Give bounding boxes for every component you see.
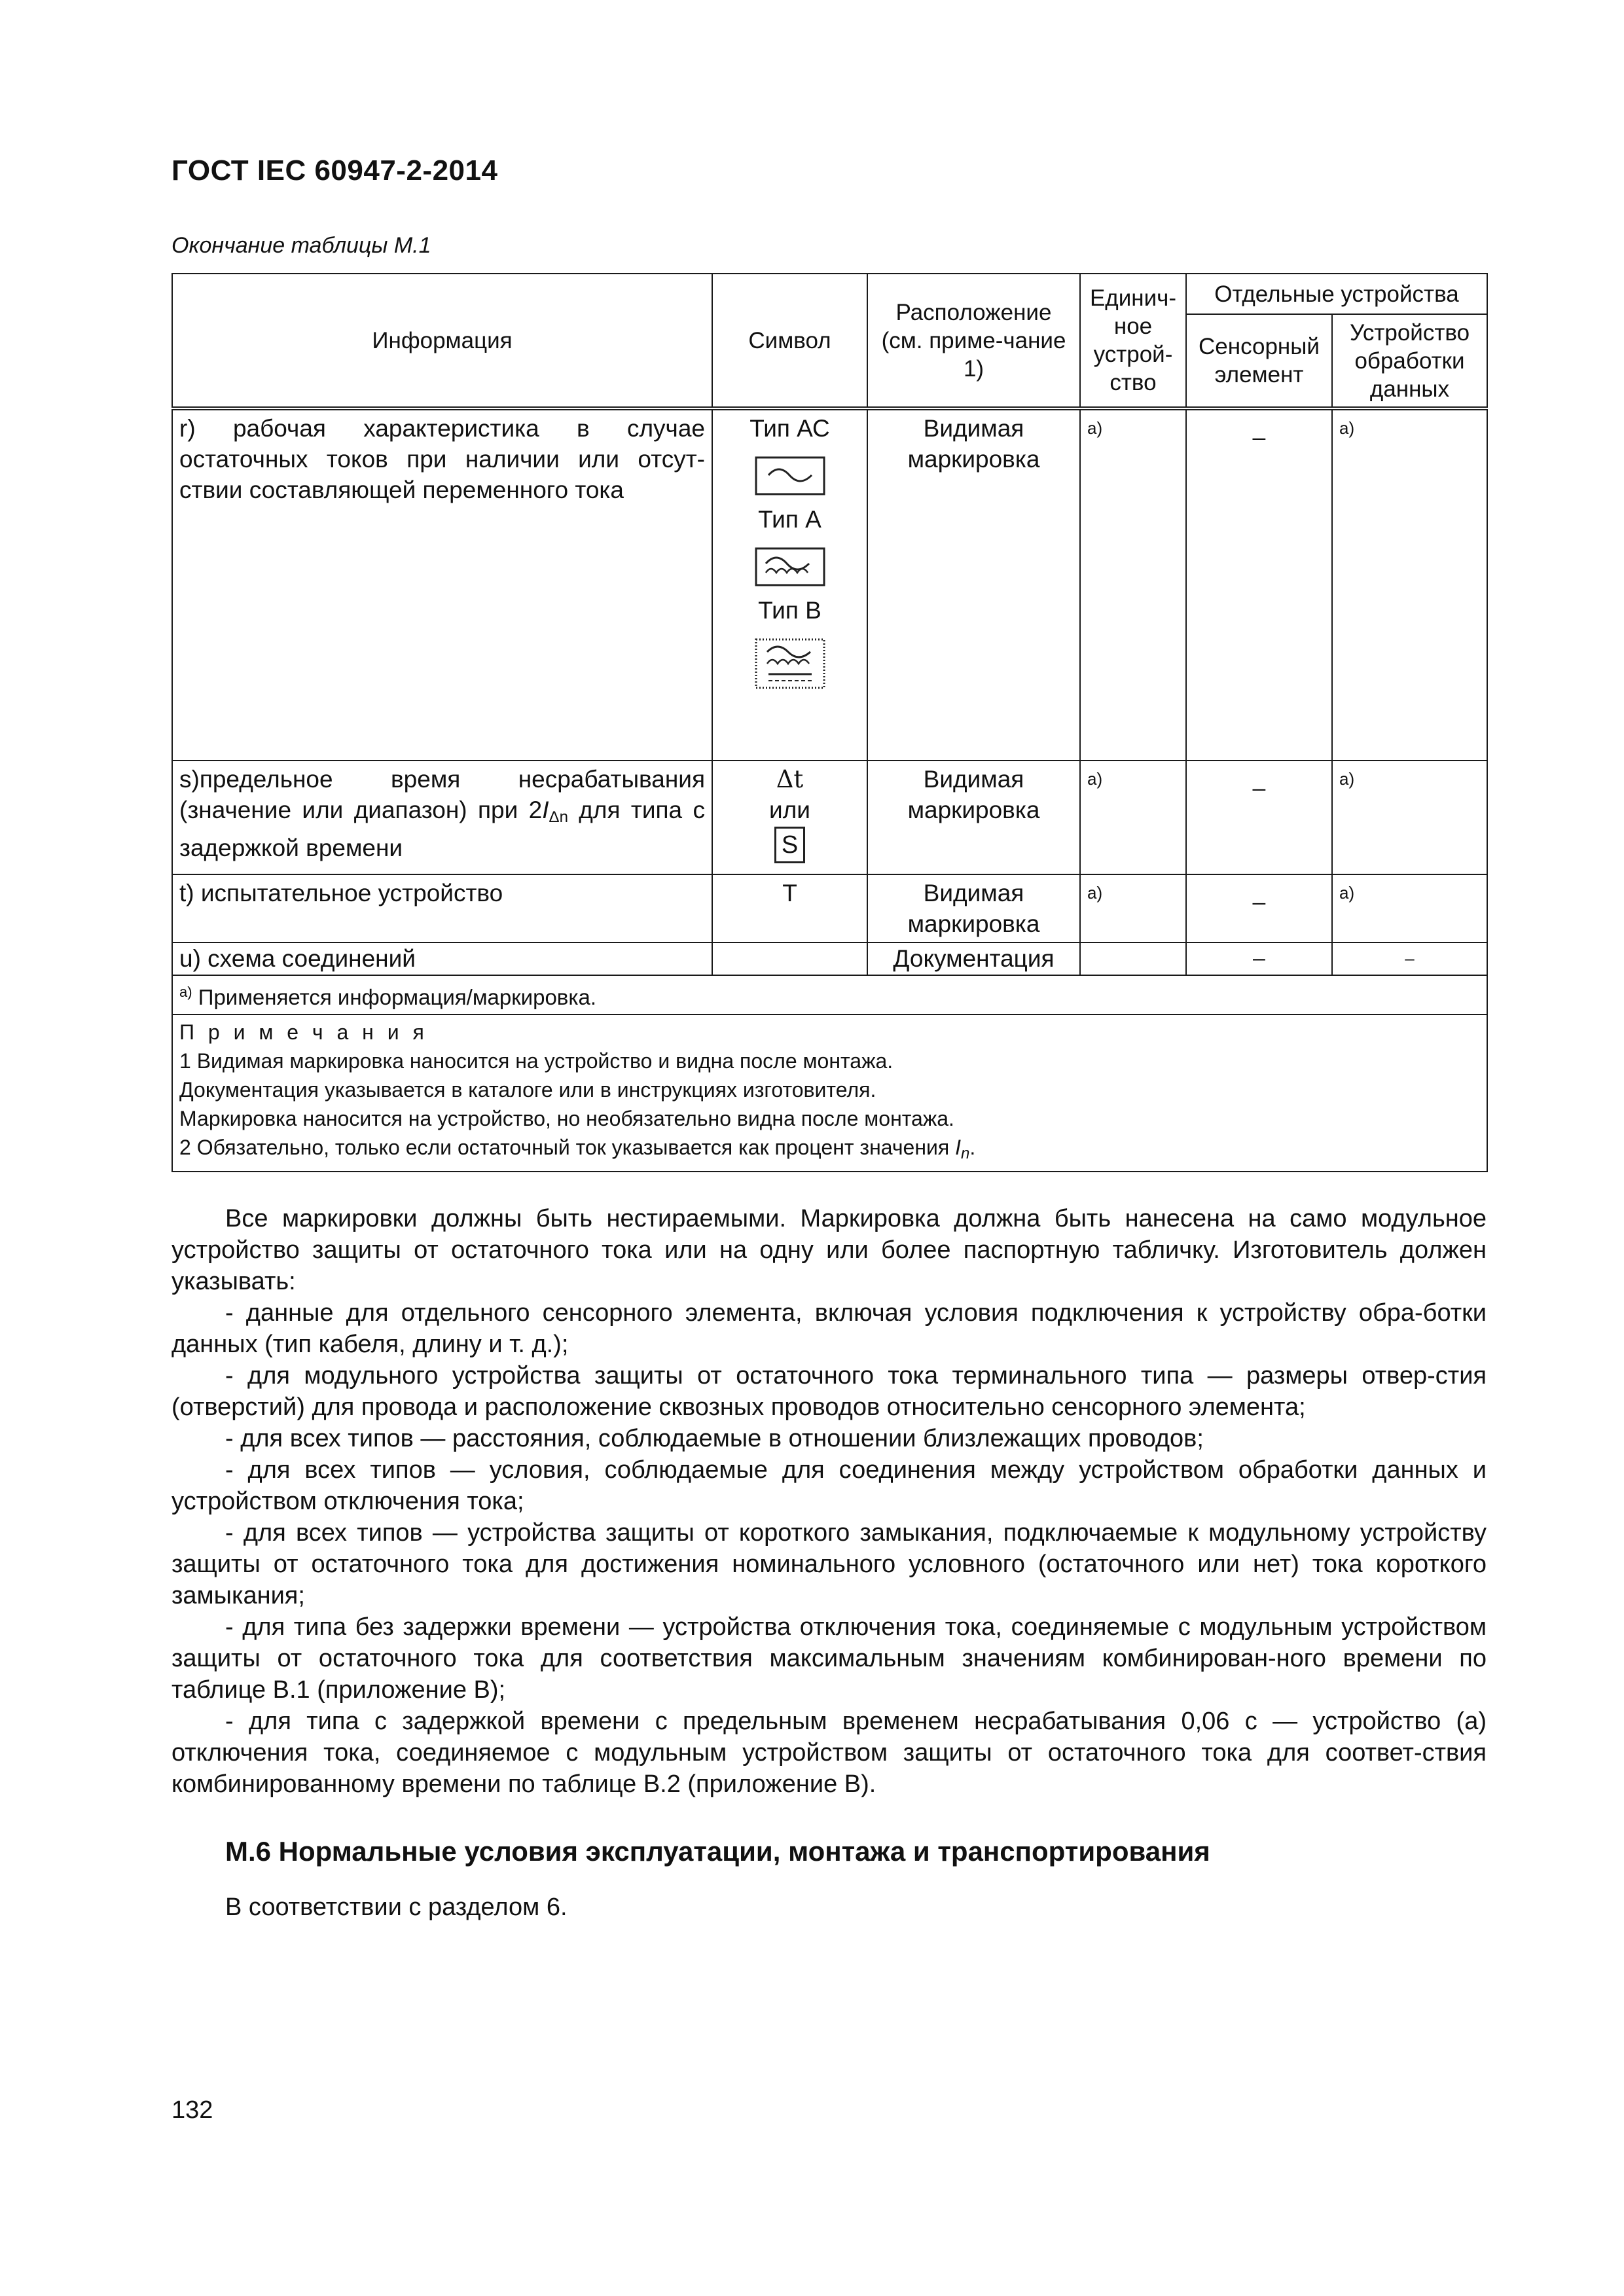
header-symbol: Символ	[712, 274, 867, 408]
row-s-single: а)	[1080, 761, 1186, 874]
note-line: 1 Видимая маркировка наносится на устройство и видна после монтажа.	[179, 1049, 893, 1073]
table-row	[172, 874, 1487, 942]
page-number: 132	[171, 2096, 213, 2124]
header-location: Расположение (см. приме-чание 1)	[867, 274, 1080, 408]
table-row	[172, 942, 1487, 975]
s-box-symbol-icon: S	[774, 827, 805, 863]
section-text: В соответствии с разделом 6.	[225, 1893, 568, 1921]
row-s-symbols	[712, 761, 867, 874]
symbol-or-label: или	[769, 797, 810, 823]
delta-t-symbol: Δt	[776, 765, 804, 793]
body-text	[171, 1203, 1487, 1800]
smooth-dc-symbol-icon	[754, 637, 826, 690]
header-processing-device: Устройство обработки данных	[1332, 314, 1487, 408]
paragraph: - данные для отдельного сенсорного элемента, включая условия подключения к устройству обра-ботки данных (тип кабеля, длину и т. д.);	[171, 1299, 1487, 1358]
row-u-location: Документация	[867, 942, 1080, 975]
row-t-sensor: _	[1186, 874, 1332, 942]
row-r-sensor: _	[1186, 408, 1332, 761]
row-r-info: r) рабочая характеристика в случае остаточных токов при наличии или отсут-ствии составляющей переменного тока	[172, 408, 712, 761]
paragraph: - для всех типов — условия, соблюдаемые для соединения между устройством обработки данных и устройством отключения тока;	[171, 1456, 1487, 1515]
row-s-processor: а)	[1332, 761, 1487, 874]
header-info: Информация	[172, 274, 712, 408]
paragraph: - для модульного устройства защиты от остаточного тока терминального типа — размеры отвер-стия (отверстий) для провода и расположение сквозных проводов относительно сенсорного элемента;	[171, 1362, 1487, 1421]
row-s-sensor: _	[1186, 761, 1332, 874]
table-notes	[172, 1014, 1487, 1172]
table-row	[172, 408, 1487, 761]
row-u-sensor: –	[1186, 942, 1332, 975]
symbol-type-ac-label: Тип АС	[749, 415, 830, 442]
footnote-mark: а)	[179, 984, 192, 1000]
row-r-location: Видимая маркировка	[867, 408, 1080, 761]
marking-table	[171, 273, 1488, 1172]
paragraph: - для типа без задержки времени — устройства отключения тока, соединяемые с модульным устройством защиты от остаточного тока для соответствия максимальным значениям комбинирован-ного времени по таблице В.1 (приложение В);	[171, 1613, 1487, 1704]
table-caption: Окончание таблицы М.1	[171, 233, 431, 258]
paragraph: Все маркировки должны быть нестираемыми. Маркировка должна быть нанесена на само модульное устройство защиты от остаточного тока или на одну или более паспортную табличку. Изготовитель должен указывать:	[171, 1205, 1487, 1295]
note-line: Маркировка наносится на устройство, но необязательно видна после монтажа.	[179, 1107, 954, 1130]
section-title: М.6 Нормальные условия эксплуатации, монтажа и транспортирования	[225, 1836, 1210, 1867]
row-s-info: s)предельное время несрабатывания (значение или диапазон) при $2I_{\Delta n}$ для типа с задержкой времени	[172, 761, 712, 874]
paragraph: - для всех типов — расстояния, соблюдаемые в отношении близлежащих проводов;	[225, 1425, 1204, 1452]
row-u-single	[1080, 942, 1186, 975]
note-line: Документация указывается в каталоге или в инструкциях изготовителя.	[179, 1078, 876, 1102]
header-separate-devices: Отдельные устройства	[1186, 274, 1487, 314]
notes-heading: П р и м е ч а н и я	[179, 1020, 428, 1044]
row-u-info: u) схема соединений	[172, 942, 712, 975]
pulsating-dc-symbol-icon	[754, 547, 826, 588]
row-r-single: а)	[1080, 408, 1186, 761]
row-t-symbol: Т	[712, 874, 867, 942]
row-r-symbols	[712, 408, 867, 761]
footnote-text: Применяется информация/маркировка.	[198, 985, 597, 1009]
symbol-type-b-label: Тип В	[758, 597, 821, 624]
row-t-processor: а)	[1332, 874, 1487, 942]
table-footnote	[172, 975, 1487, 1014]
paragraph: - для всех типов — устройства защиты от короткого замыкания, подключаемые к модульному устройству защиты от остаточного тока для достижения номинального условного (остаточного или нет) тока короткого замыкания;	[171, 1519, 1487, 1609]
symbol-type-a-label: Тип А	[758, 506, 821, 533]
table-row	[172, 761, 1487, 874]
row-r-processor: а)	[1332, 408, 1487, 761]
row-t-location: Видимая маркировка	[867, 874, 1080, 942]
ac-wave-symbol-icon	[754, 456, 826, 497]
row-u-processor: –	[1332, 942, 1487, 975]
note-line: 2 Обязательно, только если остаточный ток указывается как процент значения $I_n$.	[179, 1136, 976, 1162]
paragraph: - для типа с задержкой времени с предельным временем несрабатывания 0,06 с — устройство (а) отключения тока, соединяемое с модульным устройством защиты от остаточного тока для соответ-ствия комбинированному времени по таблице В.2 (приложение В).	[171, 1708, 1487, 1798]
header-single-device: Единич-ное устрой-ство	[1080, 274, 1186, 408]
row-t-single: а)	[1080, 874, 1186, 942]
row-u-symbol	[712, 942, 867, 975]
document-header: ГОСТ IEC 60947-2-2014	[171, 154, 498, 187]
row-s-location: Видимая маркировка	[867, 761, 1080, 874]
row-t-info: t) испытательное устройство	[172, 874, 712, 942]
header-sensor-element: Сенсорный элемент	[1186, 314, 1332, 408]
